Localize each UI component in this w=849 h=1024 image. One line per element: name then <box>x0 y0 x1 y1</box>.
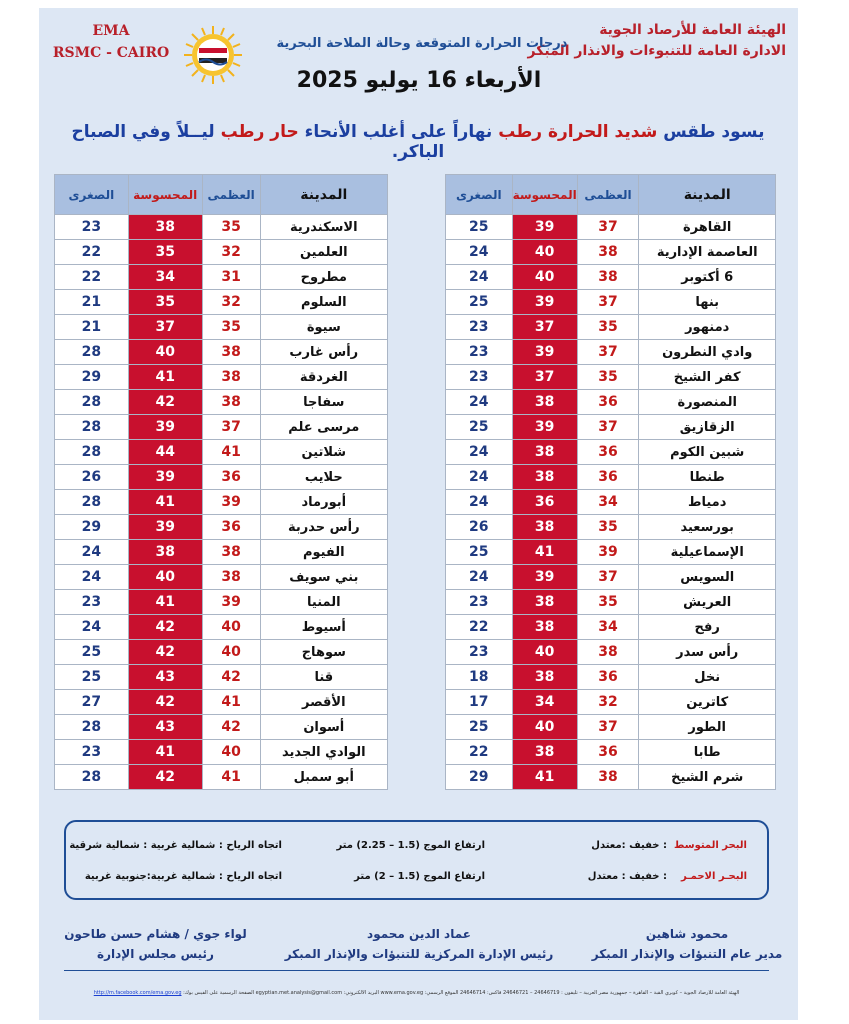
max-temp-cell: 36 <box>202 465 260 490</box>
city-cell: طنطا <box>639 465 776 490</box>
table-row <box>55 715 388 740</box>
feels-like-cell: 35 <box>128 240 202 265</box>
table-row <box>446 365 776 390</box>
max-temp-cell: 38 <box>577 640 639 665</box>
min-temp-cell: 21 <box>55 315 129 340</box>
min-temp-cell: 27 <box>55 690 129 715</box>
summary-part-5: ليــلاً وفي الصباح الباكر. <box>71 122 445 162</box>
max-temp-cell: 36 <box>577 665 639 690</box>
min-temp-cell: 23 <box>446 590 513 615</box>
feels-like-cell: 37 <box>128 315 202 340</box>
table-row <box>55 390 388 415</box>
city-cell: السلوم <box>260 290 387 315</box>
max-temp-cell: 35 <box>577 365 639 390</box>
table-row <box>446 490 776 515</box>
table-row <box>55 265 388 290</box>
table-row <box>446 440 776 465</box>
feels-like-cell: 39 <box>128 465 202 490</box>
signatory-name: لواء جوي / هشام حسن طاحون <box>64 927 247 941</box>
feels-like-cell: 38 <box>512 465 577 490</box>
col-header-min: الصغرى <box>55 175 129 215</box>
feels-like-cell: 39 <box>128 515 202 540</box>
max-temp-cell: 41 <box>202 690 260 715</box>
signatory-name: عماد الدين محمود <box>367 927 471 941</box>
feels-like-cell: 42 <box>128 390 202 415</box>
min-temp-cell: 28 <box>55 390 129 415</box>
feels-like-cell: 37 <box>512 365 577 390</box>
min-temp-cell: 24 <box>446 265 513 290</box>
bulletin-sheet <box>39 8 798 1020</box>
sea-row-mediterranean <box>66 840 767 860</box>
feels-like-cell: 43 <box>128 665 202 690</box>
min-temp-cell: 25 <box>55 665 129 690</box>
table-row <box>55 340 388 365</box>
feels-like-cell: 38 <box>512 615 577 640</box>
temperature-table-left <box>54 174 388 790</box>
max-temp-cell: 32 <box>202 240 260 265</box>
signatory-title: رئيس الإدارة المركزية للتنبؤات والإنذار المبكر <box>284 947 554 961</box>
max-temp-cell: 35 <box>577 315 639 340</box>
feels-like-cell: 39 <box>128 415 202 440</box>
max-temp-cell: 34 <box>577 490 639 515</box>
feels-like-cell: 38 <box>512 440 577 465</box>
min-temp-cell: 25 <box>446 415 513 440</box>
city-cell: الإسماعيلية <box>639 540 776 565</box>
col-header-max: العظمى <box>577 175 639 215</box>
feels-like-cell: 42 <box>128 765 202 790</box>
max-temp-cell: 35 <box>577 590 639 615</box>
city-cell: الزقازيق <box>639 415 776 440</box>
max-temp-cell: 39 <box>202 490 260 515</box>
table-row <box>446 390 776 415</box>
wave-height: ارتفاع الموج (1.5 – 2.25) متر <box>336 840 485 851</box>
max-temp-cell: 32 <box>577 690 639 715</box>
signature-forecast-director <box>587 924 787 964</box>
table-row <box>446 640 776 665</box>
city-cell: رأس سدر <box>639 640 776 665</box>
city-cell: دمنهور <box>639 315 776 340</box>
max-temp-cell: 31 <box>202 265 260 290</box>
table-row <box>446 315 776 340</box>
summary-part-4: حار رطب <box>220 122 299 142</box>
min-temp-cell: 22 <box>55 240 129 265</box>
feels-like-cell: 34 <box>128 265 202 290</box>
bulletin-subtitle: درجات الحرارة المتوقعة وحالة الملاحة البحرية <box>276 36 568 51</box>
city-cell: سفاجا <box>260 390 387 415</box>
sea-name: البحر المتوسط <box>674 840 747 851</box>
max-temp-cell: 41 <box>202 440 260 465</box>
min-temp-cell: 23 <box>55 740 129 765</box>
min-temp-cell: 24 <box>446 490 513 515</box>
table-row <box>446 590 776 615</box>
min-temp-cell: 29 <box>55 365 129 390</box>
ema-label <box>51 20 171 64</box>
sea-name: البحـر الاحمـر <box>680 871 747 882</box>
min-temp-cell: 22 <box>446 740 513 765</box>
city-cell: أسوان <box>260 715 387 740</box>
min-temp-cell: 24 <box>446 240 513 265</box>
col-header-feel: المحسوسة <box>128 175 202 215</box>
table-row <box>446 565 776 590</box>
table-row <box>446 465 776 490</box>
feels-like-cell: 39 <box>512 565 577 590</box>
min-temp-cell: 24 <box>446 565 513 590</box>
max-temp-cell: 32 <box>202 290 260 315</box>
max-temp-cell: 36 <box>577 390 639 415</box>
table-row <box>446 540 776 565</box>
max-temp-cell: 36 <box>202 515 260 540</box>
max-temp-cell: 37 <box>577 215 639 240</box>
min-temp-cell: 29 <box>446 765 513 790</box>
city-cell: الطور <box>639 715 776 740</box>
max-temp-cell: 39 <box>577 540 639 565</box>
city-cell: 6 أكتوبر <box>639 265 776 290</box>
table-row <box>55 540 388 565</box>
table-row <box>55 240 388 265</box>
bulletin-date: الأربعاء 16 يوليو 2025 <box>296 68 542 93</box>
feels-like-cell: 40 <box>128 565 202 590</box>
city-cell: حلايب <box>260 465 387 490</box>
city-cell: المنصورة <box>639 390 776 415</box>
max-temp-cell: 35 <box>202 215 260 240</box>
facebook-link[interactable]: http://m.facebook.com/ema.gov.eg <box>93 990 182 996</box>
col-header-feel: المحسوسة <box>512 175 577 215</box>
min-temp-cell: 28 <box>55 490 129 515</box>
feels-like-cell: 34 <box>512 690 577 715</box>
min-temp-cell: 23 <box>446 340 513 365</box>
table-row <box>55 465 388 490</box>
city-cell: سيوة <box>260 315 387 340</box>
min-temp-cell: 24 <box>446 390 513 415</box>
table-row <box>55 690 388 715</box>
feels-like-cell: 40 <box>512 640 577 665</box>
city-cell: الوادي الجديد <box>260 740 387 765</box>
col-header-city: المدينة <box>639 175 776 215</box>
feels-like-cell: 39 <box>512 340 577 365</box>
temperature-table-right <box>445 174 776 790</box>
min-temp-cell: 25 <box>446 215 513 240</box>
table-row <box>446 765 776 790</box>
table-row <box>55 640 388 665</box>
weather-summary <box>49 122 787 162</box>
min-temp-cell: 23 <box>55 590 129 615</box>
feels-like-cell: 38 <box>512 740 577 765</box>
feels-like-cell: 38 <box>512 665 577 690</box>
feels-like-cell: 41 <box>128 590 202 615</box>
min-temp-cell: 28 <box>55 440 129 465</box>
max-temp-cell: 38 <box>202 390 260 415</box>
max-temp-cell: 40 <box>202 740 260 765</box>
table-row <box>55 215 388 240</box>
city-cell: العلمين <box>260 240 387 265</box>
city-cell: كاترين <box>639 690 776 715</box>
feels-like-cell: 39 <box>512 290 577 315</box>
footer-text: الهيئة العامة للأرصاد الجوية – كوبري القبة – القاهرة – جمهورية مصر العربية – تليفون : 24646719 – 24646721 فاكس: 24646714 الموقع الرسمي: www.ema.gov.eg البريد الالكتروني: egyptian.met.analysis@gmail.com الصفحة الرسمية على الفيس بوك: <box>183 990 740 996</box>
city-cell: المنيا <box>260 590 387 615</box>
min-temp-cell: 25 <box>446 540 513 565</box>
city-cell: الفيوم <box>260 540 387 565</box>
min-temp-cell: 24 <box>446 465 513 490</box>
table-row <box>446 515 776 540</box>
min-temp-cell: 23 <box>55 215 129 240</box>
max-temp-cell: 38 <box>202 365 260 390</box>
contact-footer <box>64 990 769 996</box>
min-temp-cell: 21 <box>55 290 129 315</box>
min-temp-cell: 26 <box>55 465 129 490</box>
min-temp-cell: 24 <box>446 440 513 465</box>
city-cell: رأس غارب <box>260 340 387 365</box>
org-line-2: الادارة العامة للتنبوءات والانذار المبكر <box>527 43 786 59</box>
city-cell: دمياط <box>639 490 776 515</box>
city-cell: أبو سمبل <box>260 765 387 790</box>
table-row <box>446 615 776 640</box>
city-cell: كفر الشيخ <box>639 365 776 390</box>
ema-line-1: EMA <box>92 23 130 39</box>
max-temp-cell: 36 <box>577 440 639 465</box>
min-temp-cell: 24 <box>55 565 129 590</box>
min-temp-cell: 25 <box>446 290 513 315</box>
table-row <box>446 290 776 315</box>
feels-like-cell: 41 <box>512 540 577 565</box>
table-row <box>55 740 388 765</box>
city-cell: طابا <box>639 740 776 765</box>
max-temp-cell: 37 <box>577 715 639 740</box>
min-temp-cell: 22 <box>55 265 129 290</box>
min-temp-cell: 17 <box>446 690 513 715</box>
min-temp-cell: 24 <box>55 615 129 640</box>
feels-like-cell: 44 <box>128 440 202 465</box>
city-cell: مرسى علم <box>260 415 387 440</box>
city-cell: الاسكندرية <box>260 215 387 240</box>
max-temp-cell: 37 <box>577 565 639 590</box>
city-cell: مطروح <box>260 265 387 290</box>
max-temp-cell: 36 <box>577 740 639 765</box>
feels-like-cell: 36 <box>512 490 577 515</box>
table-row <box>55 315 388 340</box>
sea-state: : خفيف : معتدل <box>587 871 667 882</box>
city-cell: أسيوط <box>260 615 387 640</box>
wind-direction: اتجاه الرياح : شمالية غربية:جنوبية غربية <box>84 871 282 882</box>
max-temp-cell: 38 <box>202 565 260 590</box>
sea-row-red-sea <box>66 871 767 891</box>
feels-like-cell: 41 <box>128 740 202 765</box>
min-temp-cell: 25 <box>446 715 513 740</box>
city-cell: وادي النطرون <box>639 340 776 365</box>
table-row <box>446 265 776 290</box>
feels-like-cell: 41 <box>128 490 202 515</box>
signature-divider <box>64 970 769 971</box>
table-row <box>446 715 776 740</box>
min-temp-cell: 24 <box>55 540 129 565</box>
feels-like-cell: 38 <box>128 540 202 565</box>
city-cell: رفح <box>639 615 776 640</box>
min-temp-cell: 23 <box>446 315 513 340</box>
col-header-max: العظمى <box>202 175 260 215</box>
max-temp-cell: 38 <box>577 265 639 290</box>
col-header-min: الصغرى <box>446 175 513 215</box>
feels-like-cell: 35 <box>128 290 202 315</box>
city-cell: أبورماد <box>260 490 387 515</box>
city-cell: شبين الكوم <box>639 440 776 465</box>
max-temp-cell: 38 <box>577 765 639 790</box>
city-cell: رأس حدربة <box>260 515 387 540</box>
table-row <box>55 590 388 615</box>
feels-like-cell: 40 <box>512 265 577 290</box>
feels-like-cell: 38 <box>512 590 577 615</box>
city-cell: بورسعيد <box>639 515 776 540</box>
min-temp-cell: 28 <box>55 715 129 740</box>
table-row <box>55 415 388 440</box>
table-row <box>55 490 388 515</box>
max-temp-cell: 42 <box>202 715 260 740</box>
marine-conditions-box <box>64 820 769 900</box>
min-temp-cell: 25 <box>55 640 129 665</box>
city-cell: نخل <box>639 665 776 690</box>
table-row <box>446 340 776 365</box>
max-temp-cell: 38 <box>202 340 260 365</box>
min-temp-cell: 23 <box>446 365 513 390</box>
max-temp-cell: 38 <box>202 540 260 565</box>
max-temp-cell: 39 <box>202 590 260 615</box>
city-cell: الغردقة <box>260 365 387 390</box>
wave-height: ارتفاع الموج (1.5 – 2) متر <box>354 871 485 882</box>
ema-line-2: RSMC - CAIRO <box>52 45 170 61</box>
summary-part-3: نهاراً على أغلب الأنحاء <box>298 122 499 142</box>
feels-like-cell: 40 <box>512 240 577 265</box>
max-temp-cell: 36 <box>577 465 639 490</box>
summary-part-2: شديد الحرارة رطب <box>498 122 658 142</box>
city-cell: شلاتين <box>260 440 387 465</box>
city-cell: شرم الشيخ <box>639 765 776 790</box>
table-row <box>55 440 388 465</box>
signatory-title: رئيس مجلس الإدارة <box>97 947 214 961</box>
table-row <box>55 290 388 315</box>
col-header-city: المدينة <box>260 175 387 215</box>
max-temp-cell: 40 <box>202 615 260 640</box>
feels-like-cell: 39 <box>512 415 577 440</box>
city-cell: العاصمة الإدارية <box>639 240 776 265</box>
org-line-1: الهيئة العامة للأرصاد الجوية <box>599 22 786 38</box>
table-row <box>446 740 776 765</box>
min-temp-cell: 18 <box>446 665 513 690</box>
table-row <box>446 240 776 265</box>
table-row <box>55 615 388 640</box>
feels-like-cell: 42 <box>128 615 202 640</box>
min-temp-cell: 28 <box>55 415 129 440</box>
min-temp-cell: 28 <box>55 340 129 365</box>
table-row <box>446 665 776 690</box>
feels-like-cell: 37 <box>512 315 577 340</box>
feels-like-cell: 39 <box>512 215 577 240</box>
min-temp-cell: 22 <box>446 615 513 640</box>
feels-like-cell: 43 <box>128 715 202 740</box>
feels-like-cell: 42 <box>128 640 202 665</box>
table-row <box>55 365 388 390</box>
table-row <box>55 665 388 690</box>
city-cell: الأقصر <box>260 690 387 715</box>
feels-like-cell: 40 <box>128 340 202 365</box>
max-temp-cell: 40 <box>202 640 260 665</box>
feels-like-cell: 38 <box>512 390 577 415</box>
feels-like-cell: 41 <box>512 765 577 790</box>
signatory-title: مدير عام التنبؤات والإنذار المبكر <box>591 947 783 961</box>
city-cell: بنها <box>639 290 776 315</box>
table-row <box>446 415 776 440</box>
city-cell: بني سويف <box>260 565 387 590</box>
min-temp-cell: 26 <box>446 515 513 540</box>
feels-like-cell: 42 <box>128 690 202 715</box>
feels-like-cell: 40 <box>512 715 577 740</box>
feels-like-cell: 38 <box>128 215 202 240</box>
min-temp-cell: 29 <box>55 515 129 540</box>
summary-part-1: يسود طقس <box>657 122 765 142</box>
max-temp-cell: 37 <box>577 290 639 315</box>
signature-central-director <box>269 924 569 964</box>
max-temp-cell: 37 <box>202 415 260 440</box>
feels-like-cell: 38 <box>512 515 577 540</box>
signature-board-chairman <box>53 924 258 964</box>
max-temp-cell: 37 <box>577 340 639 365</box>
min-temp-cell: 23 <box>446 640 513 665</box>
table-row <box>55 515 388 540</box>
max-temp-cell: 35 <box>577 515 639 540</box>
city-cell: قنا <box>260 665 387 690</box>
city-cell: سوهاج <box>260 640 387 665</box>
table-row <box>446 215 776 240</box>
wind-direction: اتجاه الرياح : شمالية غربية : شمالية شرقية <box>69 840 282 851</box>
table-row <box>55 565 388 590</box>
max-temp-cell: 42 <box>202 665 260 690</box>
min-temp-cell: 28 <box>55 765 129 790</box>
max-temp-cell: 35 <box>202 315 260 340</box>
feels-like-cell: 41 <box>128 365 202 390</box>
city-cell: القاهرة <box>639 215 776 240</box>
city-cell: العريش <box>639 590 776 615</box>
sea-state: : خفيف :معتدل <box>591 840 667 851</box>
signatory-name: محمود شاهين <box>645 927 729 941</box>
table-row <box>55 765 388 790</box>
max-temp-cell: 37 <box>577 415 639 440</box>
max-temp-cell: 41 <box>202 765 260 790</box>
table-row <box>446 690 776 715</box>
ema-logo <box>182 24 244 86</box>
city-cell: السويس <box>639 565 776 590</box>
max-temp-cell: 38 <box>577 240 639 265</box>
max-temp-cell: 34 <box>577 615 639 640</box>
